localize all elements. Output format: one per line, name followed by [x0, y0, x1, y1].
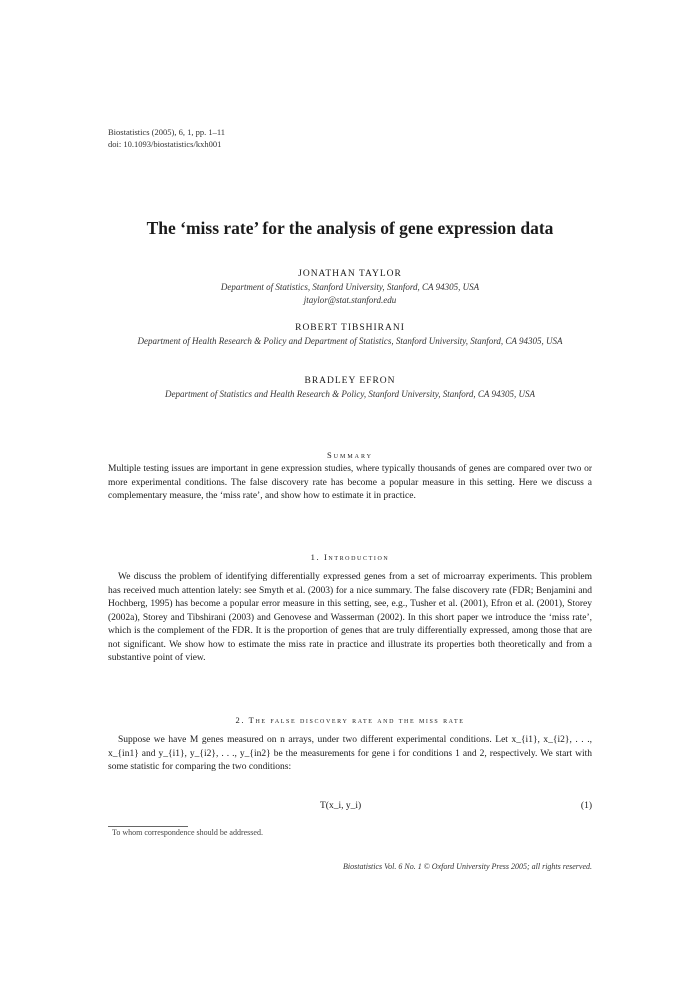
author-affiliation: Department of Statistics, Stanford University, Stanford, CA 94305, USA — [220, 282, 480, 292]
author-2 — [108, 322, 592, 348]
author-name: BRADLEY EFRON — [304, 376, 396, 386]
section-2-paragraph: Suppose we have M genes measured on n arrays, under two different experimental conditions. Let x_{i1}, x_{i2}, . . ., x_{in1} and y_{i1}, y_{i2}, . . ., y_{in2} be the measurements for gene i for conditions 1 and 2, respectively. We start with some statistic for comparing the two conditions: — [108, 735, 592, 772]
equation-number: (1) — [580, 801, 592, 811]
author-3 — [108, 375, 592, 401]
footnote-divider — [108, 826, 188, 827]
introduction-paragraph: We discuss the problem of identifying differentially expressed genes from a set of microarray experiments. This problem has received much attention lately: see Smyth et al. (2003) for a nice summary. The false discovery rate (FDR; Benjamini and Hochberg, 1995) has become a popular error measure in this setting, see, e.g., Tusher et al. (2001), Efron et al. (2001), Storey (2002a), Storey and Tibshirani (2003) and Genovese and Wasserman (2002). In this short paper we introduce the ‘miss rate’, which is the complement of the FDR. It is the proportion of genes that are truly differentially expressed, among those that are not significant. We show how to estimate the miss rate in practice and illustrate its properties both theoretically and from a substantive point of view. — [108, 572, 592, 663]
footnote: To whom correspondence should be addressed. — [112, 828, 263, 837]
author-name: ROBERT TIBSHIRANI — [295, 323, 405, 333]
journal-citation: Biostatistics (2005), 6, 1, pp. 1–11 — [108, 127, 226, 137]
author-name: JONATHAN TAYLOR — [298, 269, 402, 279]
doi: doi: 10.1093/biostatistics/kxh001 — [108, 139, 222, 149]
author-contact: jtaylor@stat.stanford.edu — [303, 295, 397, 305]
section-heading-fdr: 2. The false discovery rate and the miss rate — [235, 715, 465, 725]
author-affiliation: Department of Health Research & Policy and Department of Statistics, Stanford University, Stanford, CA 94305, USA — [137, 336, 563, 346]
section-heading-introduction: 1. Introduction — [310, 552, 390, 562]
author-affiliation: Department of Statistics and Health Research & Policy, Stanford University, Stanford, CA 94305, USA — [164, 389, 536, 399]
journal-reference — [108, 126, 225, 150]
copyright-notice: Biostatistics Vol. 6 No. 1 © Oxford University Press 2005; all rights reserved. — [343, 862, 592, 871]
abstract-text: Multiple testing issues are important in gene expression studies, where typically thousands of genes are compared over two or more experimental conditions. The false discovery rate has become a popular measure in this setting. Here we discuss a complementary measure, the ‘miss rate’, and show how to estimate it in practice. — [108, 464, 592, 501]
paper-title: The ‘miss rate’ for the analysis of gene expression data — [146, 218, 554, 238]
author-1 — [108, 268, 592, 307]
equation-text: T(x_i, y_i) — [320, 801, 362, 811]
abstract-heading: Summary — [326, 450, 374, 460]
